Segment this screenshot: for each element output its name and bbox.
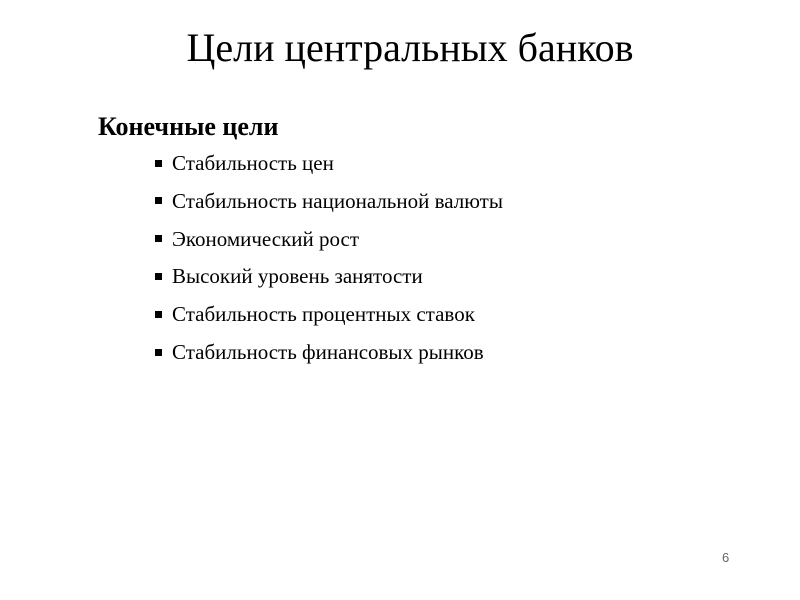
section-heading: Конечные цели	[98, 112, 279, 141]
slide-title: Цели центральных банков	[186, 25, 634, 70]
page-number: 6	[722, 550, 730, 565]
bullet-text: Стабильность финансовых рынков	[172, 339, 484, 364]
bullet-text: Высокий уровень занятости	[172, 264, 423, 289]
bullet-list	[155, 147, 503, 374]
bullet-item-financial-markets	[155, 336, 503, 374]
bullet-item-economic-growth	[155, 223, 503, 261]
bullet-item-employment	[155, 260, 503, 298]
square-bullet-icon	[155, 197, 162, 204]
bullet-text: Стабильность национальной валюты	[172, 188, 503, 213]
bullet-text: Стабильность цен	[172, 151, 334, 175]
bullet-text: Стабильность процентных ставок	[172, 302, 475, 327]
square-bullet-icon	[155, 311, 162, 318]
square-bullet-icon	[155, 235, 162, 242]
square-bullet-icon	[155, 349, 162, 356]
square-bullet-icon	[155, 160, 162, 167]
bullet-item-currency-stability	[155, 185, 503, 223]
bullet-item-interest-rates	[155, 298, 503, 336]
bullet-item-price-stability	[155, 147, 503, 185]
square-bullet-icon	[155, 273, 162, 280]
bullet-text: Экономический рост	[172, 226, 360, 251]
